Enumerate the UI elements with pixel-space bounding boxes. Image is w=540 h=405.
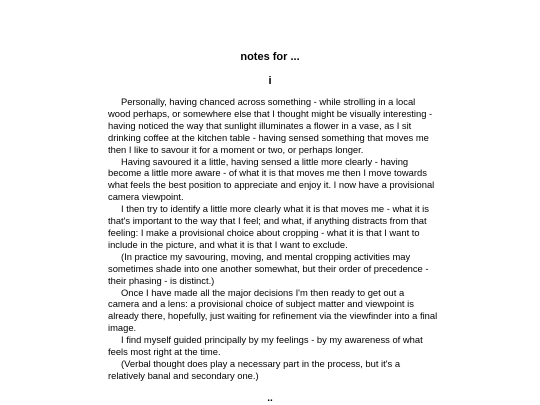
paragraph-1: Personally, having chanced across something - while strolling in a local wood perhaps, or somewhere else that I thought might be visually interesting - having noticed the way that sunlight illuminates a flower in a vase, as I sit drinking coffee at the kitchen table - having sensed something that moves me then I like to savour it for a moment or two, or perhaps longer.	[108, 96, 433, 155]
section-marker: i	[268, 75, 272, 87]
paragraph-5: Once I have made all the major decisions I'm then ready to get out a camera and a lens: a provisional choice of subject matter and viewpoint is already there, hopefully, just waiting for refinement via the viewfinder into a final image.	[108, 286, 438, 334]
page-title: notes for ...	[240, 51, 300, 63]
paragraph-7: (Verbal thought does play a necessary part in the process, but it's a relatively banal and secondary one.)	[108, 357, 401, 381]
paragraph-6: I find myself guided principally by my feelings - by my awareness of what feels most right at the time.	[108, 334, 423, 358]
footer-marker: ..	[267, 393, 273, 404]
paragraph-3: I then try to identify a little more clearly what it is that moves me - what it is that's important to the way that I feel; and what, if anything distracts from that feeling: I make a provisional choice about cropping - what it is that I want to include in the picture, and what it is that I want to exclude.	[108, 203, 429, 250]
body-text	[108, 96, 438, 382]
paragraph-2: Having savoured it a little, having sensed a little more clearly - having become a little more aware - of what it is that moves me then I move towards what feels the best position to appreciate and enjoy it. I now have a provisional camera viewpoint.	[108, 155, 435, 203]
paragraph-4: (In practice my savouring, moving, and mental cropping activities may sometimes shade into one another somewhat, but their order of precedence - their phasing - is distinct.)	[108, 250, 429, 286]
